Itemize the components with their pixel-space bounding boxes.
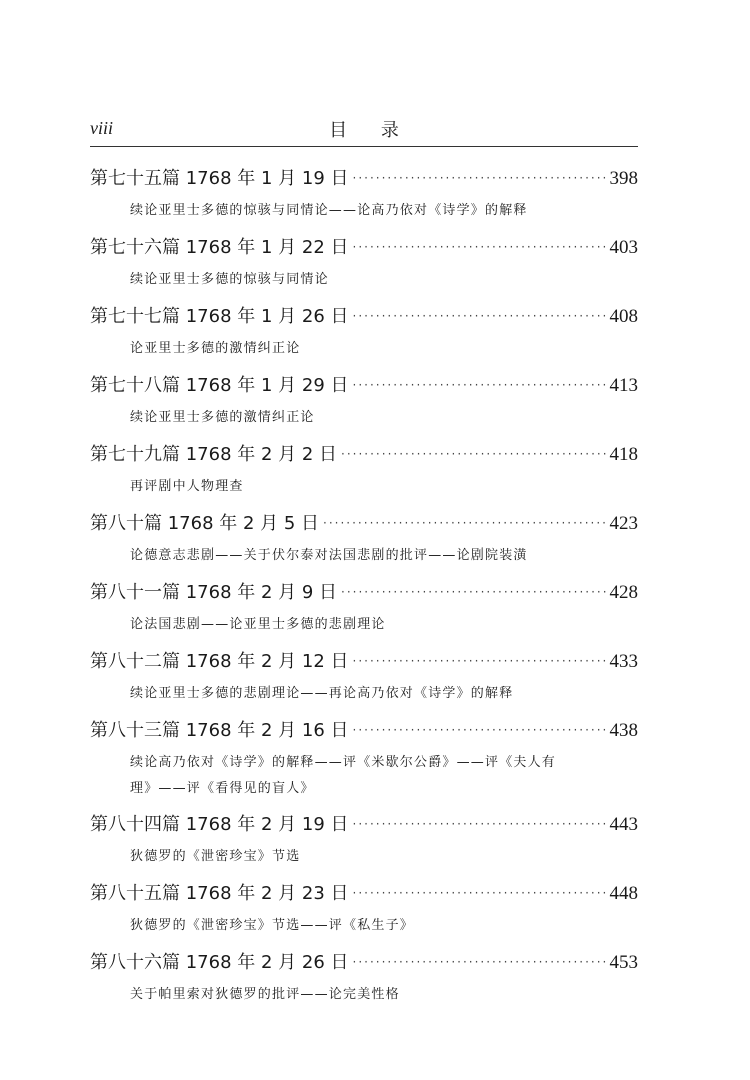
- toc-entry: [90, 948, 638, 1008]
- chapter-line[interactable]: [90, 440, 638, 471]
- chapter-title: 第七十五篇 1768 年 1 月 19 日: [90, 168, 349, 189]
- chapter-subtitle: 续论亚里士多德的激情纠正论: [130, 410, 315, 425]
- toc-entry: [90, 233, 638, 293]
- chapter-subtitle: 论亚里士多德的激情纠正论: [130, 341, 301, 356]
- chapter-subtitle-line-2: 理》——评《看得见的盲人》: [130, 781, 315, 796]
- toc-entry: [90, 440, 638, 500]
- running-header: [90, 116, 638, 147]
- chapter-line[interactable]: [90, 509, 638, 540]
- chapter-line[interactable]: [90, 164, 638, 195]
- chapter-line[interactable]: [90, 578, 638, 609]
- chapter-title: 第八十一篇 1768 年 2 月 9 日: [90, 582, 338, 603]
- chapter-line[interactable]: [90, 716, 638, 747]
- chapter-subtitle: 续论亚里士多德的惊骇与同情论——论高乃依对《诗学》的解释: [130, 203, 528, 218]
- chapter-line[interactable]: [90, 810, 638, 841]
- chapter-page-number: 433: [609, 651, 638, 672]
- dot-leader: [353, 654, 606, 668]
- chapter-page-number: 403: [609, 237, 638, 258]
- chapter-title: 第八十篇 1768 年 2 月 5 日: [90, 513, 320, 534]
- chapter-page-number: 453: [609, 952, 638, 973]
- dot-leader: [353, 886, 606, 900]
- toc-entry: [90, 716, 638, 802]
- dot-leader: [353, 171, 606, 185]
- chapter-subtitle: 论德意志悲剧——关于伏尔泰对法国悲剧的批评——论剧院装潢: [130, 548, 528, 563]
- chapter-page-number: 413: [609, 375, 638, 396]
- dot-leader: [353, 309, 606, 323]
- dot-leader: [341, 585, 605, 599]
- chapter-subtitle-line-1: 续论高乃依对《诗学》的解释——评《米歇尔公爵》——评《夫人有: [130, 755, 557, 770]
- dot-leader: [353, 955, 606, 969]
- chapter-subtitle: 狄德罗的《泄密珍宝》节选: [130, 849, 301, 864]
- toc-entry: [90, 810, 638, 870]
- chapter-title: 第七十七篇 1768 年 1 月 26 日: [90, 306, 349, 327]
- chapter-page-number: 398: [609, 168, 638, 189]
- chapter-line[interactable]: [90, 647, 638, 678]
- chapter-subtitle: 狄德罗的《泄密珍宝》节选——评《私生子》: [130, 918, 415, 933]
- chapter-subtitle: 再评剧中人物理查: [130, 479, 244, 494]
- dot-leader: [353, 817, 606, 831]
- chapter-title: 第八十六篇 1768 年 2 月 26 日: [90, 952, 349, 973]
- dot-leader: [323, 516, 605, 530]
- chapter-line[interactable]: [90, 302, 638, 333]
- toc-entry: [90, 578, 638, 638]
- chapter-line[interactable]: [90, 233, 638, 264]
- chapter-subtitle: 续论亚里士多德的悲剧理论——再论高乃依对《诗学》的解释: [130, 686, 514, 701]
- chapter-page-number: 443: [609, 814, 638, 835]
- chapter-page-number: 408: [609, 306, 638, 327]
- chapter-page-number: 428: [609, 582, 638, 603]
- chapter-title: 第七十八篇 1768 年 1 月 29 日: [90, 375, 349, 396]
- page-title: 目 录: [329, 120, 413, 141]
- chapter-page-number: 448: [609, 883, 638, 904]
- chapter-page-number: 418: [609, 444, 638, 465]
- toc-entry: [90, 371, 638, 431]
- dot-leader: [353, 378, 606, 392]
- chapter-subtitle: 续论亚里士多德的惊骇与同情论: [130, 272, 329, 287]
- chapter-title: 第七十六篇 1768 年 1 月 22 日: [90, 237, 349, 258]
- chapter-page-number: 438: [609, 720, 638, 741]
- table-of-contents: [90, 164, 638, 1017]
- chapter-title: 第八十四篇 1768 年 2 月 19 日: [90, 814, 349, 835]
- chapter-title: 第八十五篇 1768 年 2 月 23 日: [90, 883, 349, 904]
- chapter-subtitle: 论法国悲剧——论亚里士多德的悲剧理论: [130, 617, 386, 632]
- toc-entry: [90, 509, 638, 569]
- chapter-line[interactable]: [90, 879, 638, 910]
- chapter-subtitle: [90, 747, 638, 802]
- page-number: viii: [90, 118, 113, 138]
- toc-entry: [90, 647, 638, 707]
- dot-leader: [341, 447, 605, 461]
- dot-leader: [353, 723, 606, 737]
- chapter-subtitle: 关于帕里索对狄德罗的批评——论完美性格: [130, 987, 400, 1002]
- chapter-line[interactable]: [90, 371, 638, 402]
- chapter-title: 第八十三篇 1768 年 2 月 16 日: [90, 720, 349, 741]
- chapter-page-number: 423: [609, 513, 638, 534]
- chapter-title: 第七十九篇 1768 年 2 月 2 日: [90, 444, 338, 465]
- toc-entry: [90, 879, 638, 939]
- dot-leader: [353, 240, 606, 254]
- toc-entry: [90, 302, 638, 362]
- chapter-line[interactable]: [90, 948, 638, 979]
- toc-entry: [90, 164, 638, 224]
- chapter-title: 第八十二篇 1768 年 2 月 12 日: [90, 651, 349, 672]
